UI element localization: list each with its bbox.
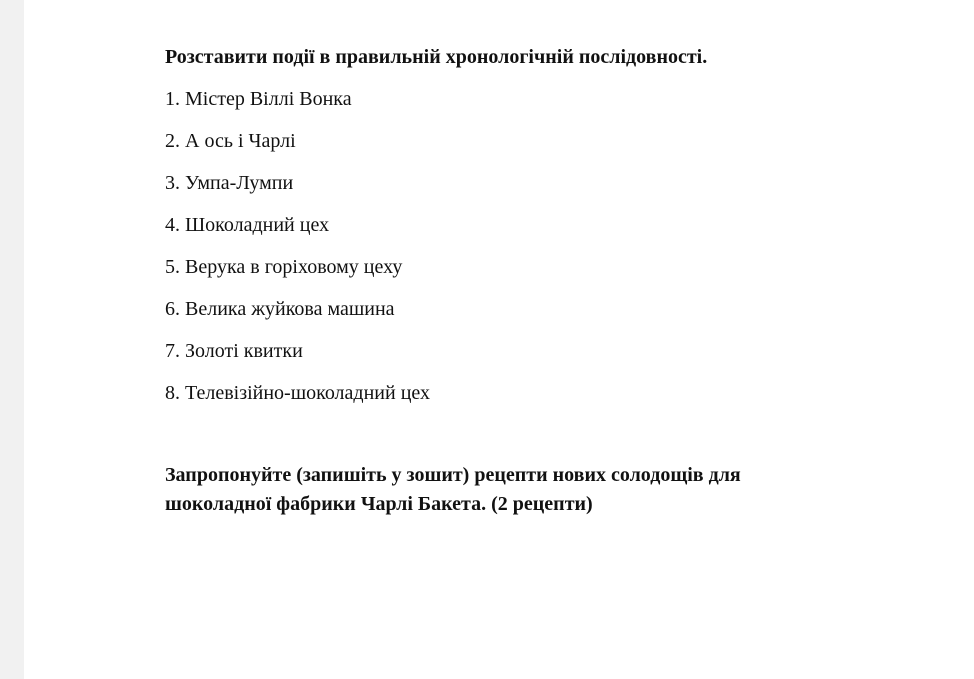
list-item: 2. А ось і Чарлі [165, 130, 296, 152]
list-item: 6. Велика жуйкова машина [165, 298, 395, 320]
task1-heading: Розставити події в правильній хронологічній послідовності. [165, 46, 708, 68]
task2-line-1: Запропонуйте (запишіть у зошит) рецепти нових солодощів для [165, 464, 741, 486]
list-item: 4. Шоколадний цех [165, 214, 330, 236]
task2-line-2: шоколадної фабрики Чарлі Бакета. (2 рецепти) [165, 493, 593, 515]
list-item: 8. Телевізійно-шоколадний цех [165, 382, 431, 404]
document-page [24, 0, 974, 679]
list-item: 5. Верука в горіховому цеху [165, 256, 403, 278]
events-list [165, 87, 865, 405]
task2-text [165, 461, 865, 519]
list-item: 3. Умпа-Лумпи [165, 172, 294, 194]
list-item: 1. Містер Віллі Вонка [165, 88, 352, 110]
list-item: 7. Золоті квитки [165, 340, 303, 362]
document-content [165, 45, 865, 515]
